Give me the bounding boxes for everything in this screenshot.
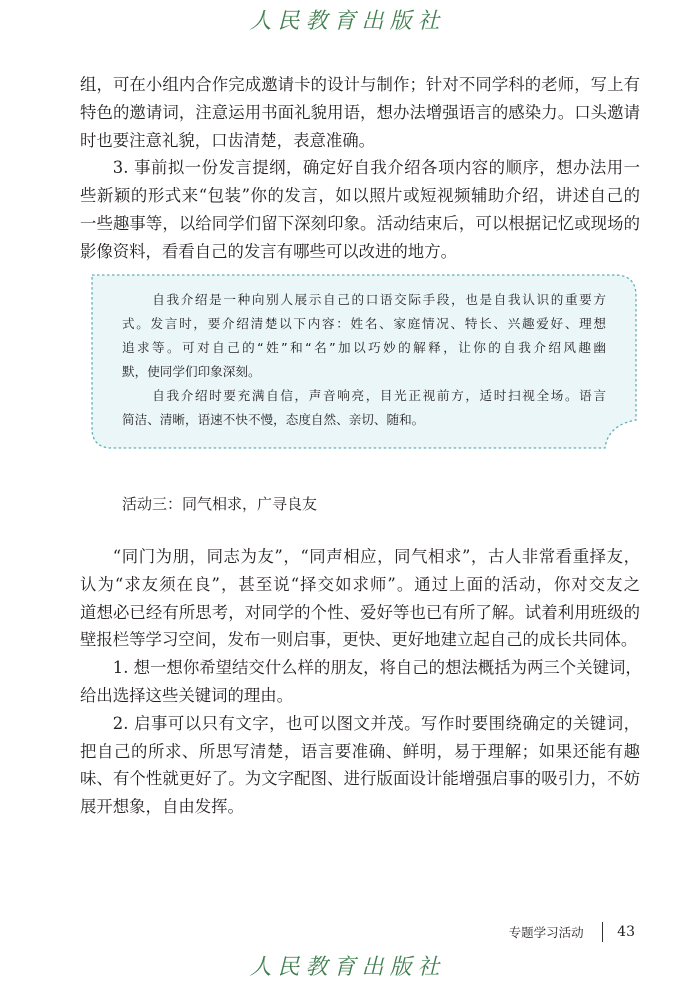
page-footer (509, 922, 635, 942)
text-line: 给出选择这些关键词的理由。 (80, 685, 294, 705)
publisher-logo: 人民教育出版社 (249, 9, 446, 34)
text-line: 1. 想一想你希望结交什么样的朋友，将自己的想法概括为两三个关键词， (112, 658, 642, 678)
tip-box (122, 288, 606, 432)
text-line: 道想必已经有所思考，对同学的个性、爱好等也已有所了解。试着利用班级的 (80, 602, 640, 622)
text-line: 认为“求友须在良”，甚至说“择交如求师”。通过上面的活动，你对交友之 (80, 574, 640, 594)
text-line: 时也要注意礼貌，口齿清楚，表意准确。 (80, 130, 376, 150)
text-line: 影像资料，看看自己的发言有哪些可以改进的地方。 (80, 241, 457, 261)
text-line: 些新颖的形式来“包装”你的发言，如以照片或短视频辅助介绍，讲述自己的 (80, 186, 640, 206)
text-line: 简洁、清晰，语速不快不慢，态度自然、亲切、随和。 (122, 412, 425, 427)
text-line: 一些趣事等，以给同学们留下深刻印象。活动结束后，可以根据记忆或现场的 (80, 213, 640, 233)
footer-divider (602, 922, 604, 942)
text-line: 追求等。可对自己的“姓”和“名”加以巧妙的解释，让你的自我介绍风趣幽 (122, 340, 606, 355)
text-line: 默，使同学们印象深刻。 (122, 364, 261, 379)
body-text-bottom (80, 543, 640, 821)
footer-section-title: 专题学习活动 (508, 925, 584, 940)
page-number: 43 (617, 924, 635, 940)
text-line: 特色的邀请词，注意运用书面礼貌用语，想办法增强语言的感染力。口头邀请 (80, 102, 640, 122)
text-line: 自我介绍是一种向别人展示自己的口语交际手段，也是自我认识的重要方 (152, 292, 606, 307)
text-line: 展开想象，自由发挥。 (80, 797, 244, 817)
section-heading: 活动三：同气相求，广寻良友 (122, 495, 318, 513)
text-line: 式。发言时，要介绍清楚以下内容：姓名、家庭情况、特长、兴趣爱好、理想 (122, 316, 606, 331)
text-line: 组，可在小组内合作完成邀请卡的设计与制作；针对不同学科的老师，写上有 (80, 75, 640, 94)
text-line: “同门为朋，同志为友”，“同声相应，同气相求”，古人非常看重择友， (112, 547, 640, 566)
text-line: 3. 事前拟一份发言提纲，确定好自我介绍各项内容的顺序，想办法用一 (112, 158, 640, 178)
text-line: 味、有个性就更好了。为文字配图、进行版面设计能增强启事的吸引力，不妨 (80, 769, 640, 789)
text-line: 自我介绍时要充满自信，声音响亮，目光正视前方，适时扫视全场。语言 (152, 388, 606, 403)
publisher-logo-bottom: 人民教育出版社 (249, 955, 446, 980)
text-line: 2. 启事可以只有文字，也可以图文并茂。写作时要围绕确定的关键词， (112, 713, 640, 733)
text-line: 把自己的所求、所思写清楚，语言要准确、鲜明，易于理解；如果还能有趣 (80, 741, 640, 761)
text-line: 壁报栏等学习空间，发布一则启事，更快、更好地建立起自己的成长共同体。 (80, 630, 638, 650)
